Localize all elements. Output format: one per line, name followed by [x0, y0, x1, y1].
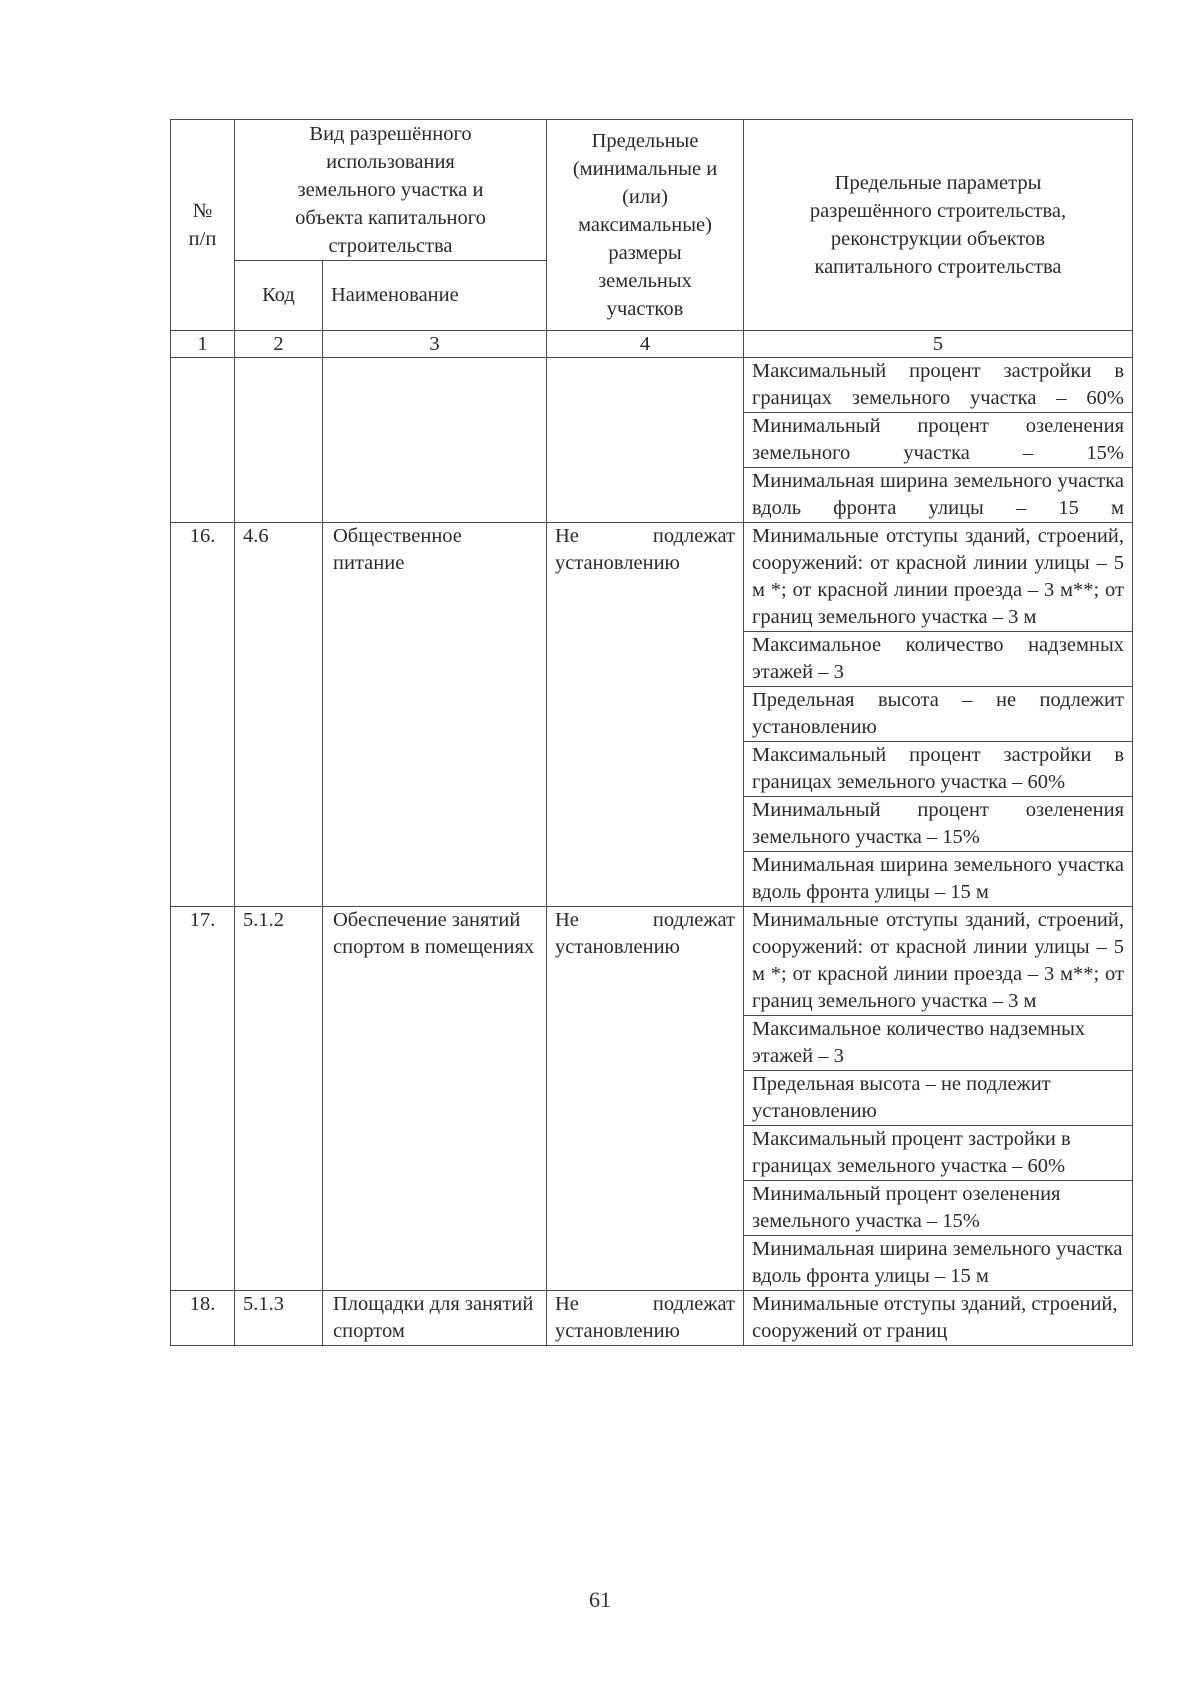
param-text: Минимальный процент озеленения земельного участка – 15% [752, 1183, 1061, 1232]
param-cell [744, 742, 1133, 797]
cell-name: Общественное питание [323, 523, 547, 907]
param-cell [744, 687, 1133, 742]
param-cell [744, 1016, 1133, 1071]
param-cell [744, 1181, 1133, 1236]
cell-sizes [547, 523, 744, 907]
header-code: Код [235, 261, 323, 331]
param-text: Минимальные отступы зданий, строений, сооружений: от красной линии улицы – 5 м *; от красной линии проезда – 3 м**; от границ земельного участка – 3 м [752, 525, 1124, 628]
param-text: Минимальная ширина земельного участка вдоль фронта улицы – 15 м [752, 1238, 1123, 1287]
param-cell [744, 907, 1133, 1016]
cell-code [235, 358, 323, 523]
param-cell [744, 1071, 1133, 1126]
param-cell [744, 1236, 1133, 1291]
column-number: 1 [171, 331, 235, 358]
header-row-1 [171, 120, 1133, 261]
cell-num: 17. [171, 907, 235, 1291]
column-number: 5 [744, 331, 1133, 358]
table-row-continued [171, 358, 1133, 413]
param-cell [744, 632, 1133, 687]
param-text: Минимальный процент озеленения земельного участка – 15% [752, 799, 1124, 848]
param-text: Максимальное количество надземных этажей – 3 [752, 634, 1124, 683]
cell-name: Площадки для занятий спортом [323, 1291, 547, 1346]
column-number: 2 [235, 331, 323, 358]
header-num: № п/п [171, 120, 235, 331]
column-number: 3 [323, 331, 547, 358]
column-number: 4 [547, 331, 744, 358]
column-numbers-row [171, 331, 1133, 358]
sizes-text: Не подлежат установлению [555, 909, 735, 958]
cell-name [323, 358, 547, 523]
table-row [171, 1291, 1133, 1346]
cell-code: 5.1.2 [235, 907, 323, 1291]
zoning-table [170, 119, 1133, 1346]
param-text: Минимальная ширина земельного участка вдоль фронта улицы – 15 м [752, 854, 1124, 903]
cell-num [171, 358, 235, 523]
cell-name: Обеспечение занятий спортом в помещениях [323, 907, 547, 1291]
param-text: Максимальный процент застройки в границах земельного участка – 60% [752, 744, 1124, 793]
param-text: Максимальный процент застройки в границах земельного участка – 60% [752, 1128, 1071, 1177]
sizes-text: Не подлежат установлению [555, 1293, 735, 1342]
param-text: Минимальный процент озеленения земельного участка – 15% [752, 415, 1124, 464]
table-row [171, 907, 1133, 1016]
param-text: Минимальные отступы зданий, строений, сооружений: от красной линии улицы – 5 м *; от красной линии проезда – 3 м**; от границ земельного участка – 3 м [752, 909, 1124, 1012]
param-cell [744, 468, 1133, 523]
param-cell [744, 797, 1133, 852]
param-text: Предельная высота – не подлежит установлению [752, 689, 1124, 738]
param-cell [744, 358, 1133, 413]
cell-sizes [547, 907, 744, 1291]
param-cell [744, 1126, 1133, 1181]
cell-num: 18. [171, 1291, 235, 1346]
param-text: Предельная высота – не подлежит установлению [752, 1073, 1051, 1122]
header-type-group: Вид разрешённого использования земельного участка и объекта капитального строительства [235, 120, 547, 261]
cell-num: 16. [171, 523, 235, 907]
param-text: Минимальная ширина земельного участка вдоль фронта улицы – 15 м [752, 470, 1124, 519]
cell-code: 4.6 [235, 523, 323, 907]
header-name: Наименование [323, 261, 547, 331]
param-text: Максимальный процент застройки в границах земельного участка – 60% [752, 360, 1124, 409]
param-text: Минимальные отступы зданий, строений, сооружений от границ [752, 1293, 1118, 1342]
header-sizes: Предельные (минимальные и (или) максимальные) размеры земельных участков [547, 120, 744, 331]
page-number: 61 [589, 1587, 611, 1612]
cell-code: 5.1.3 [235, 1291, 323, 1346]
param-cell [744, 1291, 1133, 1346]
param-cell [744, 523, 1133, 632]
cell-sizes [547, 1291, 744, 1346]
sizes-text: Не подлежат установлению [555, 525, 735, 574]
header-params: Предельные параметры разрешённого строительства, реконструкции объектов капитального строительства [744, 120, 1133, 331]
param-cell [744, 852, 1133, 907]
param-cell [744, 413, 1133, 468]
param-text: Максимальное количество надземных этажей – 3 [752, 1018, 1086, 1067]
table-row [171, 523, 1133, 632]
cell-sizes [547, 358, 744, 523]
